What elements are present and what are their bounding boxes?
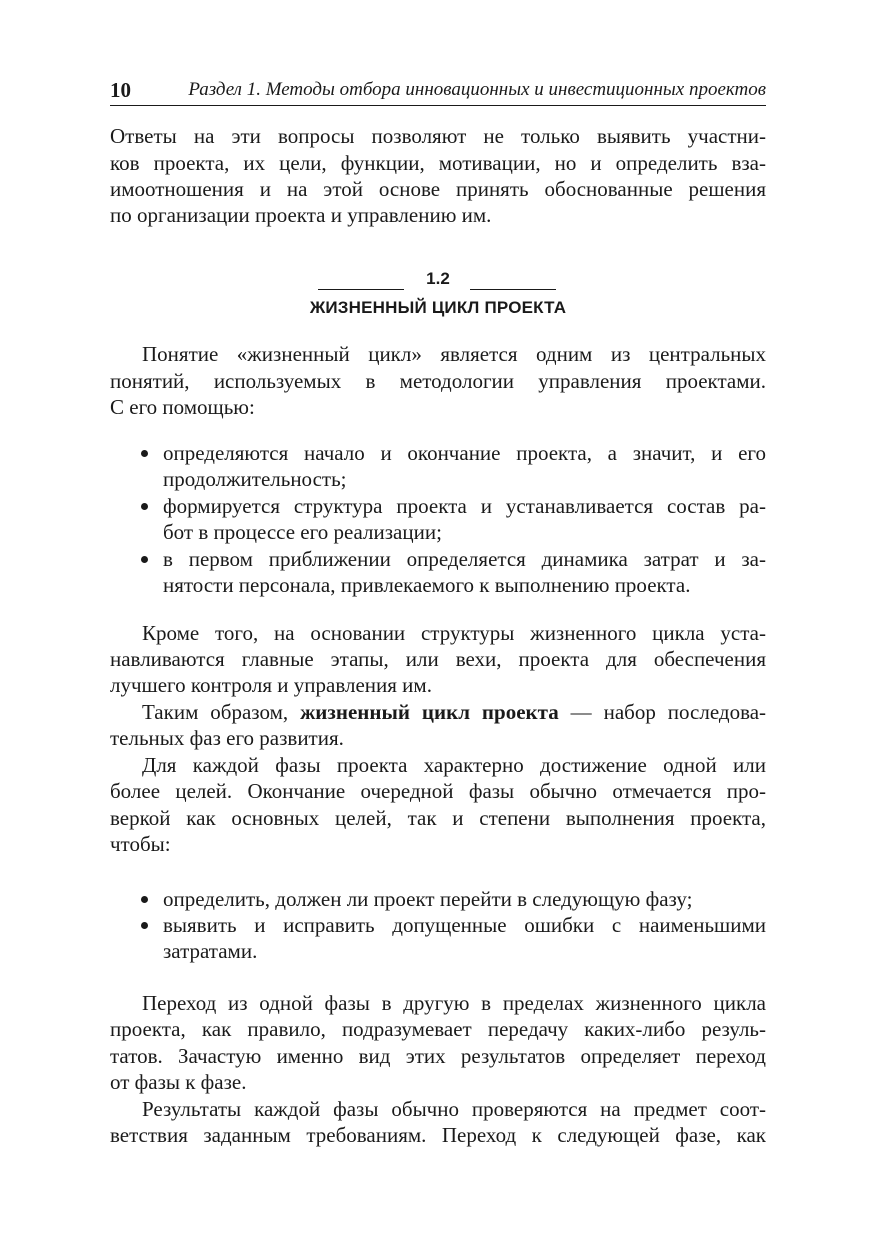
list1-item1-line-2: продолжительность; [163,467,347,491]
p3-line-1 [142,699,766,725]
p2-line-1: Кроме того, на основании структуры жизненного цикла уста- [142,621,766,645]
list2-item2-line-1: выявить и исправить допущенные ошибки с наименьшими [163,913,766,937]
bullet-icon [141,896,148,903]
p3-line-2: тельных фаз его развития. [110,726,344,750]
p4-line-1: Для каждой фазы проекта характерно достижение одной или [142,753,766,777]
running-title: Раздел 1. Методы отбора инновационных и инвестиционных проектов [188,79,766,100]
intro-line-1: Ответы на эти вопросы позволяют не только выявить участни- [110,124,766,148]
p5-line-2: проекта, как правило, подразумевает передачу каких-либо резуль- [110,1017,766,1041]
section-title: ЖИЗНЕННЫЙ ЦИКЛ ПРОЕКТА [309,298,567,317]
list1-item1-line-1: определяются начало и окончание проекта, а значит, и его [163,441,766,465]
running-header [110,76,766,104]
p3-tail-text: — набор последова- [570,700,767,724]
bullet-icon [141,556,148,563]
p3-lead-text: Таким образом, [142,700,289,724]
intro-line-2: ков проекта, их цели, функции, мотивации, но и определить вза- [110,151,766,175]
section-number: 1.2 [426,269,450,288]
p4-line-2: более целей. Окончание очередной фазы обычно отмечается про- [110,779,766,803]
p6-line-1: Результаты каждой фазы обычно проверяются на предмет соот- [142,1097,766,1121]
list1-item2-line-2: бот в процессе его реализации; [163,520,442,544]
p4-line-4: чтобы: [110,832,171,856]
list2-item1-line-1: определить, должен ли проект перейти в следующую фазу; [163,887,693,911]
p1-line-3: С его помощью: [110,395,255,419]
p5-line-1: Переход из одной фазы в другую в пределах жизненного цикла [142,991,766,1015]
intro-line-4: по организации проекта и управлению им. [110,203,492,227]
defined-term: жизненный цикл проекта [300,700,559,724]
p5-line-4: от фазы к фазе. [110,1070,247,1094]
header-rule [110,105,766,106]
p6-line-2: ветствия заданным требованиям. Переход к следующей фазе, как [110,1123,766,1147]
list1-item3-line-1: в первом приближении определяется динамика затрат и за- [163,547,766,571]
list2-item2-line-2: затратами. [163,939,258,963]
p4-line-3: веркой как основных целей, так и степени выполнения проекта, [110,806,766,830]
bullet-icon [141,450,148,457]
section-rule-right [470,289,556,290]
p1-line-2: понятий, используемых в методологии управления проектами. [110,369,766,393]
list1-item3-line-2: нятости персонала, привлекаемого к выполнению проекта. [163,573,691,597]
p2-line-3: лучшего контроля и управления им. [110,673,432,697]
p1-line-1: Понятие «жизненный цикл» является одним из центральных [142,342,766,366]
page-number: 10 [110,78,131,102]
bullet-icon [141,503,148,510]
list1-item2-line-1: формируется структура проекта и устанавливается состав ра- [163,494,766,518]
bullet-icon [141,922,148,929]
p2-line-2: навливаются главные этапы, или вехи, проекта для обеспечения [110,647,766,671]
intro-line-3: имоотношения и на этой основе принять обоснованные решения [110,177,766,201]
p5-line-3: татов. Зачастую именно вид этих результатов определяет переход [110,1044,766,1068]
